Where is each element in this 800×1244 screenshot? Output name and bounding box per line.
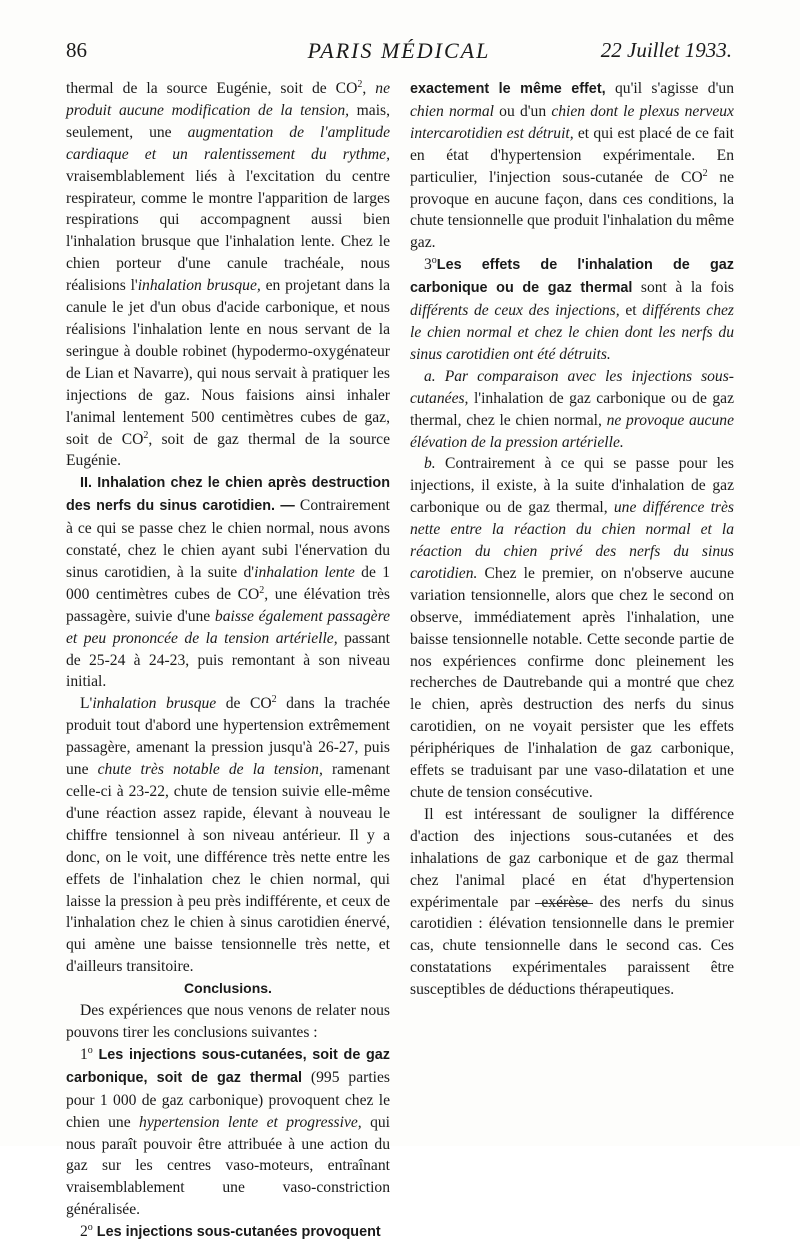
paragraph: 2$^o$ Les injections sous-cutanées provoquent xyxy=(80,1221,381,1241)
section-heading: II. Inhalation chez le chien après destruction des nerfs du sinus carotidien. — xyxy=(66,475,390,515)
conclusions-heading: Conclusions. xyxy=(184,980,272,997)
paragraph: Des expériences que nous venons de relater nous pouvons tirer les conclusions suivantes : xyxy=(66,1002,390,1041)
paragraph: thermal de la source Eugénie, soit de $CO^2$, ne produit aucune modification de la tension, mais, seulement, une augmentation de l'amplitude cardiaque et un ralentissement du rythme, vraisemblablement liés à l'excitation du centre respirateur, comme le montre l'apparition de larges respirations qui accompagnent aussi bien l'inhalation brusque que l'inhalation lente. Chez le chien porteur d'une canule trachéale, nous réalisions l'inhalation brusque, en projetant dans la canule le jet d'un obus d'acide carbonique, et nous réalisions l'inhalation lente en nous servant de la seringue à double robinet (hypodermo-oxygénateur de Lian et Navarre), qui nous servait à pratiquer les injections de gaz. Nous faisions ainsi inhaler l'animal lentement 500 centimètres cubes de gaz, soit de $CO^2$, soit de gaz thermal de la source Eugénie. xyxy=(66,78,391,470)
paragraph: II. Inhalation chez le chien après destruction des nerfs du sinus carotidien. — Contrairement à ce qui se passe chez le chien normal, nous avons constaté, chez le chien ayant subi l'énervation du sinus carotidien, à la suite d'inhalation lente de 1 000 centimètres cubes de $CO^2$, une élévation très passagère, suivie d'une baisse également passagère et peu prononcée de la tension artérielle, passant de 25-24 à 24-23, puis remontant à son niveau initial. xyxy=(66,475,391,691)
paragraph: a. Par comparaison avec les injections sous-cutanées, l'inhalation de gaz carbonique ou de gaz thermal, chez le chien normal, ne provoque aucune élévation de la pression artérielle. xyxy=(410,367,734,451)
paragraph: 1$^o$ Les injections sous-cutanées, soit de gaz carbonique, soit de gaz thermal (995 parties pour 1 000 de gaz carbonique) provoquent chez le chien une hypertension lente et progressive, qui nous paraît pouvoir être attribuée à une action du gaz sur les centres vaso-moteurs, entraînant vraisemblablement une vaso-constriction généralisée. xyxy=(66,1044,390,1219)
right-column xyxy=(410,78,734,1001)
journal-title: PARIS MÉDICAL xyxy=(307,38,491,63)
paragraph: exactement le même effet, qu'il s'agisse d'un chien normal ou d'un chien dont le plexus nerveux intercarotidien est détruit, et qui est placé de ce fait en état d'hypertension expérimentale. En particulier, l'injection sous-cutanée de $CO^2$ ne provoque en aucune façon, dans ces conditions, la chute tensionnelle que produit l'inhalation du même gaz. xyxy=(410,80,735,252)
paragraph: Il est intéressant de souligner la différence d'action des injections sous-cutanées et des inhalations de gaz carbonique et de gaz thermal chez l'animal placé en état d'hypertension expérimentale par exérèse des nerfs du sinus carotidien : élévation tensionnelle dans le premier cas, chute tensionnelle dans le second cas. Ces constatations expérimentales paraissent être susceptibles de déductions thérapeutiques. xyxy=(410,805,734,999)
left-column xyxy=(66,78,390,1244)
paragraph: 3$^o$Les effets de l'inhalation de gaz carbonique ou de gaz thermal sont à la fois différents de ceux des injections, et différents chez le chien normal et chez le chien dont les nerfs du sinus carotidien ont été détruits. xyxy=(410,255,734,363)
page-number: 86 xyxy=(66,38,87,62)
end-rule xyxy=(535,903,593,904)
issue-date: 22 Juillet 1933. xyxy=(600,38,732,62)
running-header xyxy=(66,38,732,72)
paragraph: b. Contrairement à ce qui se passe pour les injections, il existe, à la suite d'inhalation de gaz carbonique ou de gaz thermal, une différence très nette entre la réaction du chien normal et la réaction du chien privé des nerfs du sinus carotidien. Chez le premier, on n'observe aucune variation tensionnelle, alors que chez le second on observe, immédiatement après l'inhalation, une baisse tensionnelle notable. Cette seconde partie de nos expériences confirme donc pleinement les recherches de Dautrebande qui a montré que chez le chien, après destruction des nerfs du sinus carotidien, on ne voyait persister que les effets périphériques de l'inhalation de gaz carbonique, effets se traduisant par une vaso-dilatation et une chute de tension consécutive. xyxy=(410,455,734,801)
paragraph: L'inhalation brusque de $CO^2$ dans la trachée produit tout d'abord une hypertension extrêmement passagère, amenant la pression jusqu'à 26-27, puis une chute très notable de la tension, ramenant celle-ci à 23-22, chute de tension suivie elle-même d'une réaction assez rapide, élevant à nouveau le chiffre tensionnel à son niveau antérieur. Il y a donc, on le voit, une différence très nette entre les effets de l'inhalation chez le chien normal, qui laisse la pression à peu près indifférente, et ceux de l'inhalation chez le chien à sinus carotidien énervé, qui amène une baisse tensionnelle très nette, et d'ailleurs transitoire. xyxy=(66,694,390,976)
